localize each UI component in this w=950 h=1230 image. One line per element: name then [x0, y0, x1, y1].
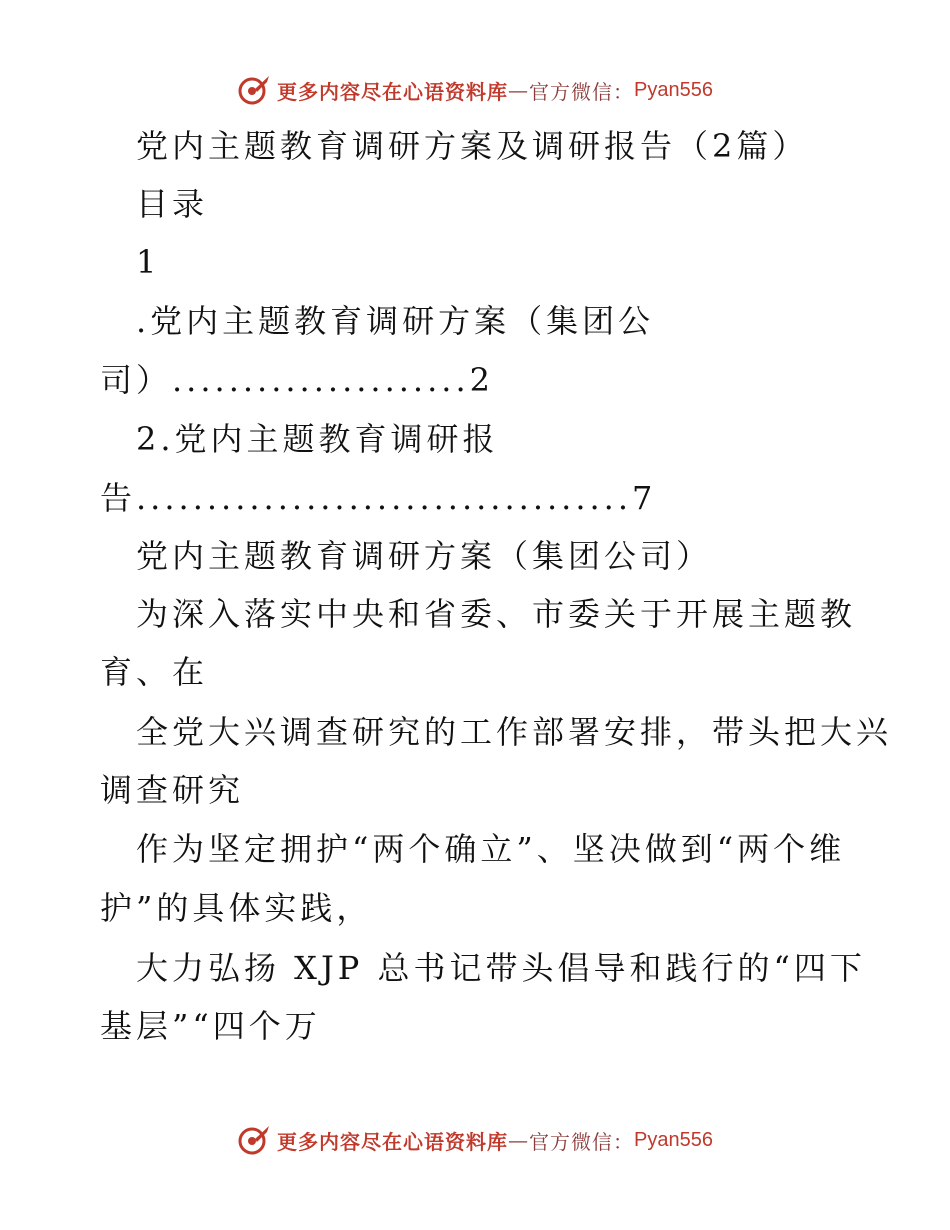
banner-wechat-id: Pyan556 [634, 78, 713, 101]
header-watermark-banner [0, 70, 950, 110]
paragraph-line: 大力弘扬 XJP 总书记带头倡导和践行的“四下 [136, 949, 866, 987]
banner-dash: — [508, 1128, 530, 1152]
banner-dash: — [508, 78, 530, 102]
banner-wechat-id: Pyan556 [634, 1128, 713, 1151]
toc-item-2-leader: 告...................................7 [100, 479, 657, 517]
section-heading: 党内主题教育调研方案（集团公司） [136, 537, 713, 575]
quill-logo-icon [237, 73, 271, 107]
banner-brand-text: 更多内容尽在心语资料库 [277, 79, 509, 104]
paragraph-line: 全党大兴调查研究的工作部署安排，带头把大兴 [136, 713, 893, 751]
toc-item-1-number: 1 [136, 243, 161, 281]
paragraph-line: 基层”“四个万 [100, 1007, 321, 1045]
paragraph-line: 为深入落实中央和省委、市委关于开展主题教 [136, 595, 857, 633]
paragraph-line: 育、在 [100, 653, 209, 691]
toc-item-1-title: .党内主题教育调研方案（集团公 [136, 302, 655, 340]
paragraph-line: 作为坚定拥护“两个确立”、坚决做到“两个维 [136, 830, 846, 868]
document-title: 党内主题教育调研方案及调研报告（2篇） [136, 127, 809, 165]
banner-brand-text: 更多内容尽在心语资料库 [277, 1129, 509, 1154]
toc-item-1-leader: 司）.....................2 [100, 361, 494, 399]
banner-wechat-label: 官方微信： [529, 1129, 635, 1154]
paragraph-line: 护”的具体实践， [100, 889, 373, 927]
footer-watermark-banner [0, 1120, 950, 1160]
banner-wechat-label: 官方微信： [529, 79, 635, 104]
paragraph-line: 调查研究 [100, 771, 245, 809]
toc-heading: 目录 [136, 185, 209, 223]
quill-logo-icon [237, 1123, 271, 1157]
toc-item-2-title: 2.党内主题教育调研报 [136, 420, 499, 458]
